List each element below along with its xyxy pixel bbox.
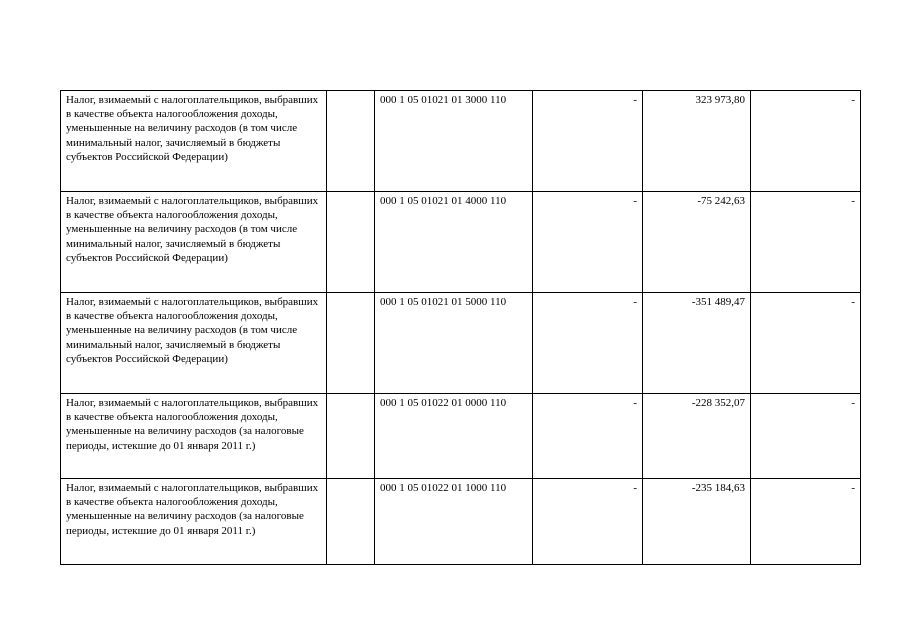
executed-cell: 323 973,80 xyxy=(643,91,751,192)
plan-cell: - xyxy=(533,479,643,565)
executed-cell: -75 242,63 xyxy=(643,192,751,293)
revenue-name-cell: Налог, взимаемый с налогоплательщиков, выбравших в качестве объекта налогообложения доходы, уменьшенные на величину расходов (за налоговые периоды, истекшие до 01 января 2011 г.) xyxy=(61,394,327,479)
revenue-name-cell: Налог, взимаемый с налогоплательщиков, выбравших в качестве объекта налогообложения доходы, уменьшенные на величину расходов (в том числе минимальный налог, зачисляемый в бюджеты субъектов Российской Федерации) xyxy=(61,91,327,192)
revenue-name-cell: Налог, взимаемый с налогоплательщиков, выбравших в качестве объекта налогообложения доходы, уменьшенные на величину расходов (за налоговые периоды, истекшие до 01 января 2011 г.) xyxy=(61,479,327,565)
budget-code-cell: 000 1 05 01021 01 4000 110 xyxy=(375,192,533,293)
empty-cell xyxy=(327,91,375,192)
budget-code-cell: 000 1 05 01022 01 0000 110 xyxy=(375,394,533,479)
budget-revenue-table xyxy=(60,90,861,565)
table-row xyxy=(61,293,861,394)
percent-cell: - xyxy=(751,91,861,192)
plan-cell: - xyxy=(533,192,643,293)
plan-cell: - xyxy=(533,293,643,394)
executed-cell: -235 184,63 xyxy=(643,479,751,565)
budget-code-cell: 000 1 05 01021 01 3000 110 xyxy=(375,91,533,192)
empty-cell xyxy=(327,394,375,479)
revenue-name-cell: Налог, взимаемый с налогоплательщиков, выбравших в качестве объекта налогообложения доходы, уменьшенные на величину расходов (в том числе минимальный налог, зачисляемый в бюджеты субъектов Российской Федерации) xyxy=(61,293,327,394)
empty-cell xyxy=(327,479,375,565)
empty-cell xyxy=(327,192,375,293)
budget-code-cell: 000 1 05 01021 01 5000 110 xyxy=(375,293,533,394)
table-row xyxy=(61,479,861,565)
percent-cell: - xyxy=(751,479,861,565)
table-row xyxy=(61,394,861,479)
budget-code-cell: 000 1 05 01022 01 1000 110 xyxy=(375,479,533,565)
plan-cell: - xyxy=(533,91,643,192)
table-row xyxy=(61,91,861,192)
executed-cell: -228 352,07 xyxy=(643,394,751,479)
empty-cell xyxy=(327,293,375,394)
executed-cell: -351 489,47 xyxy=(643,293,751,394)
percent-cell: - xyxy=(751,293,861,394)
percent-cell: - xyxy=(751,192,861,293)
percent-cell: - xyxy=(751,394,861,479)
plan-cell: - xyxy=(533,394,643,479)
table-row xyxy=(61,192,861,293)
revenue-name-cell: Налог, взимаемый с налогоплательщиков, выбравших в качестве объекта налогообложения доходы, уменьшенные на величину расходов (в том числе минимальный налог, зачисляемый в бюджеты субъектов Российской Федерации) xyxy=(61,192,327,293)
